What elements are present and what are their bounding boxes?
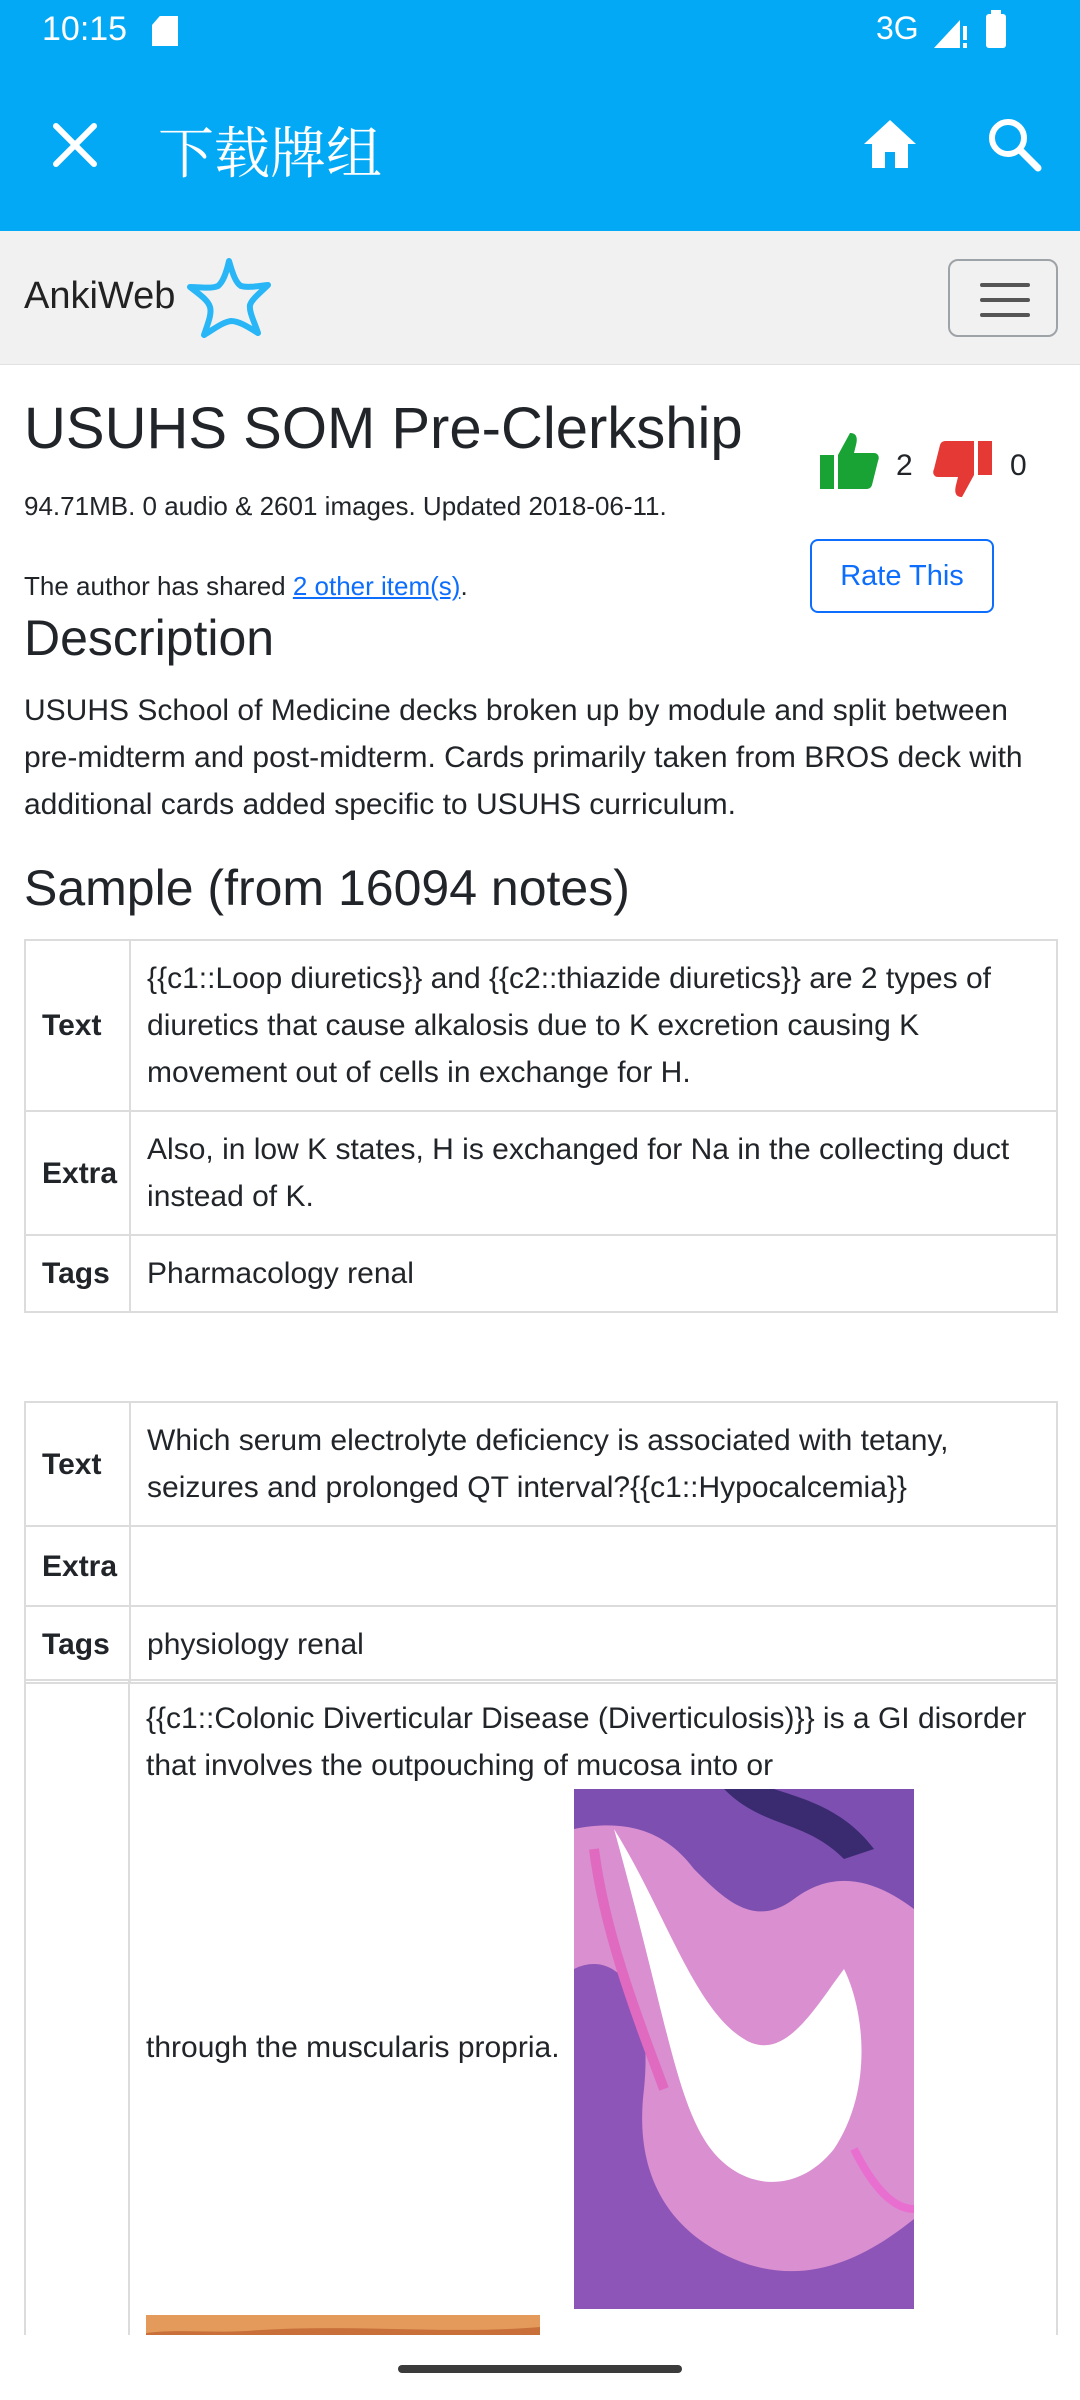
- deck-title: USUHS SOM Pre-Clerkship: [24, 396, 743, 461]
- description-text: USUHS School of Medicine decks broken up by module and split between pre-midterm and post-midterm. Cards primarily taken from BROS deck with additional cards added specific to USUHS curriculum.: [24, 694, 1023, 821]
- thumbs-up-icon[interactable]: [818, 429, 880, 491]
- table-row: [25, 1111, 1057, 1235]
- thumbs-up-count: 2: [896, 449, 913, 482]
- rate-this-button[interactable]: Rate This: [810, 539, 994, 613]
- field-label: Text: [25, 940, 130, 1111]
- field-label: Tags: [25, 1235, 130, 1312]
- table-row: [25, 1402, 1057, 1526]
- deck-page: [0, 365, 1080, 2335]
- field-label: [25, 1680, 129, 2394]
- app-bar: [0, 60, 1080, 231]
- home-gesture-handle[interactable]: [398, 2365, 682, 2373]
- ankiweb-star-icon: [186, 255, 272, 341]
- search-icon[interactable]: [982, 112, 1046, 176]
- field-value: Which serum electrolyte deficiency is associated with tetany, seizures and prolonged QT interval?{{c1::Hypocalcemia}}: [130, 1402, 1057, 1526]
- field-value: Also, in low K states, H is exchanged for Na in the collecting duct instead of K.: [130, 1111, 1057, 1235]
- table-row: [25, 1526, 1057, 1606]
- shared-items-link[interactable]: 2 other item(s): [292, 571, 461, 601]
- field-value: [129, 1680, 1057, 2394]
- home-icon[interactable]: [858, 112, 922, 176]
- sd-card-icon: [152, 16, 178, 46]
- gesture-nav-bar: [0, 2335, 1080, 2400]
- page-title: 下载牌组: [158, 122, 382, 187]
- shared-items-text: The author has shared 2 other item(s).: [24, 571, 468, 601]
- table-row: [25, 1606, 1057, 1683]
- field-value: [130, 1526, 1057, 1606]
- close-icon[interactable]: [40, 110, 110, 180]
- field-text-line: {{c1::Colonic Diverticular Disease (Diverticulosis)}} is a GI disorder that involves the outpouching of mucosa into or: [146, 1702, 1027, 1782]
- histology-image: [574, 1789, 914, 2309]
- menu-toggle-button[interactable]: [948, 259, 1058, 337]
- thumbs-down-icon[interactable]: [932, 439, 994, 501]
- field-label: Extra: [25, 1526, 130, 1606]
- table-row: [25, 1680, 1057, 2394]
- deck-meta: 94.71MB. 0 audio & 2601 images. Updated 2018-06-11.: [24, 491, 667, 521]
- field-value: Pharmacology renal: [130, 1235, 1057, 1312]
- network-type: 3G: [876, 10, 919, 46]
- sample-note-2: [24, 1401, 1058, 1684]
- rating: [818, 425, 1068, 505]
- table-row: [25, 1235, 1057, 1312]
- field-value: physiology renal: [130, 1606, 1057, 1683]
- signal-icon: [934, 16, 968, 48]
- field-label: Extra: [25, 1111, 130, 1235]
- ankiweb-brand[interactable]: AnkiWeb: [24, 275, 176, 317]
- status-time: 10:15: [42, 10, 128, 48]
- field-label: Tags: [25, 1606, 130, 1683]
- ankiweb-navbar: [0, 231, 1080, 365]
- battery-icon: [986, 14, 1006, 48]
- sample-note-1: [24, 939, 1058, 1313]
- thumbs-down-count: 0: [1010, 449, 1027, 482]
- sample-note-3: [24, 1679, 1058, 2395]
- description-heading: Description: [24, 610, 275, 666]
- field-label: Text: [25, 1402, 130, 1526]
- sample-heading: Sample (from 16094 notes): [24, 860, 630, 916]
- table-row: [25, 940, 1057, 1111]
- status-bar: [0, 0, 1080, 60]
- field-text-line: through the muscularis propria.: [146, 2030, 560, 2064]
- field-value: {{c1::Loop diuretics}} and {{c2::thiazide diuretics}} are 2 types of diuretics that cause alkalosis due to K excretion causing K movement out of cells in exchange for H.: [130, 940, 1057, 1111]
